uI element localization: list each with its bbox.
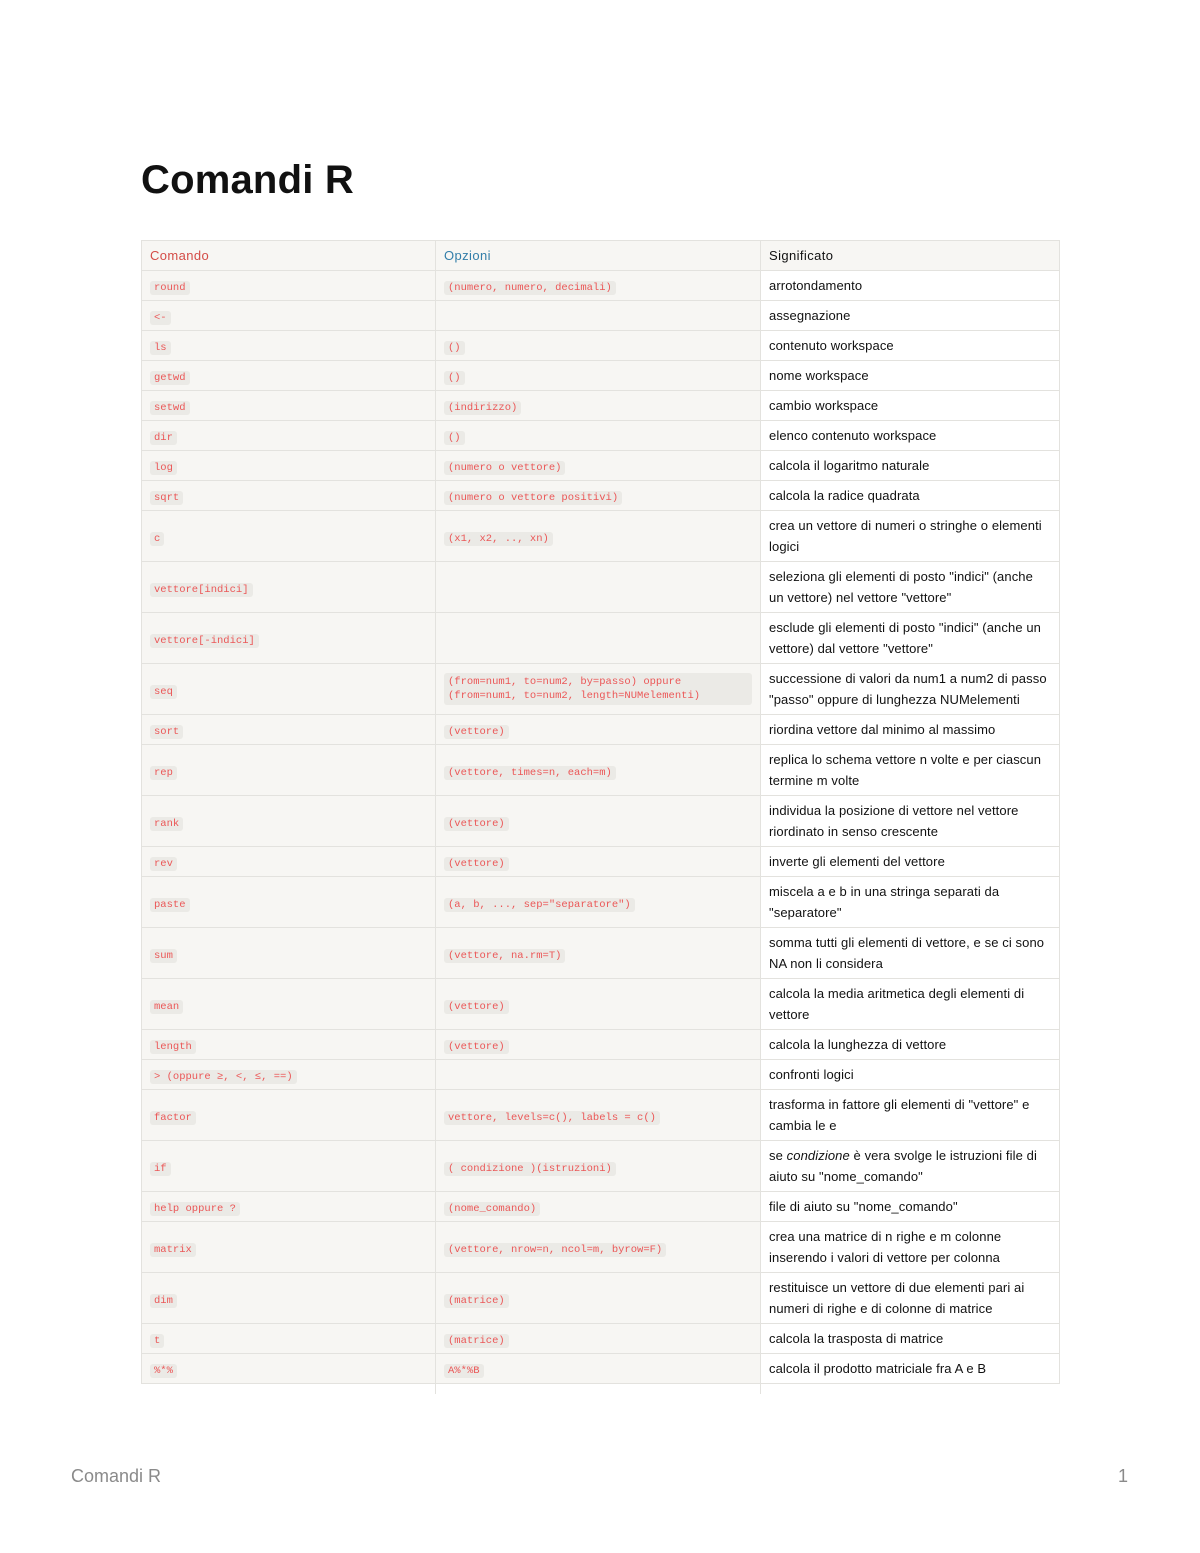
meaning-text: file di aiuto su "nome_comando": [769, 1199, 958, 1214]
options-cell: [436, 331, 761, 361]
command-code: > (oppure ≥, <, ≤, ==): [150, 1070, 297, 1084]
command-cell: [142, 664, 436, 715]
command-code: getwd: [150, 371, 190, 385]
options-cell: [436, 796, 761, 847]
command-cell: [142, 391, 436, 421]
options-cell: [436, 481, 761, 511]
table-row: [142, 451, 1060, 481]
table-row: [142, 1090, 1060, 1141]
meaning-text: nome workspace: [769, 368, 869, 383]
meaning-text: miscela a e b in una stringa separati da "separatore": [769, 884, 1000, 920]
options-code: (x1, x2, .., xn): [444, 532, 553, 546]
meaning-text: confronti logici: [769, 1067, 854, 1082]
table-row: [142, 664, 1060, 715]
table-row: [142, 796, 1060, 847]
options-code: (vettore, na.rm=T): [444, 949, 565, 963]
command-code: help oppure ?: [150, 1202, 240, 1216]
options-code: (): [444, 371, 465, 385]
command-code: rep: [150, 766, 177, 780]
command-code: rev: [150, 857, 177, 871]
options-code: (nome_comando): [444, 1202, 540, 1216]
meaning-cell: [761, 562, 1060, 613]
meaning-cell: [761, 1222, 1060, 1273]
options-cell: [436, 1273, 761, 1324]
table-body: [142, 271, 1060, 1395]
command-code: paste: [150, 898, 190, 912]
meaning-text: trasforma in fattore gli elementi di "vettore" e cambia le e: [769, 1097, 1030, 1133]
command-cell: [142, 877, 436, 928]
options-code: (matrice): [444, 1294, 509, 1308]
options-code: (a, b, ..., sep="separatore"): [444, 898, 635, 912]
command-code: <-: [150, 311, 171, 325]
meaning-cell: [761, 715, 1060, 745]
options-cell: [436, 562, 761, 613]
table-row: [142, 271, 1060, 301]
command-code: sqrt: [150, 491, 183, 505]
command-code: %*%: [150, 1364, 177, 1378]
meaning-cell: [761, 1030, 1060, 1060]
command-code: if: [150, 1162, 171, 1176]
meaning-cell: [761, 745, 1060, 796]
command-code: dir: [150, 431, 177, 445]
meaning-text: esclude gli elementi di posto "indici" (anche un vettore) dal vettore "vettore": [769, 620, 1042, 656]
command-code: sum: [150, 949, 177, 963]
options-code: (vettore): [444, 725, 509, 739]
meaning-text: replica lo schema vettore n volte e per ciascun termine m volte: [769, 752, 1042, 788]
meaning-cell: [761, 361, 1060, 391]
options-code: (numero o vettore positivi): [444, 491, 622, 505]
options-cell: [436, 301, 761, 331]
page-title: Comandi R: [141, 158, 354, 202]
command-code: length: [150, 1040, 196, 1054]
command-code: t: [150, 1334, 164, 1348]
table-row: [142, 613, 1060, 664]
header-opzioni: Opzioni: [436, 241, 761, 271]
table-row: [142, 1060, 1060, 1090]
header-significato: Significato: [761, 241, 1060, 271]
meaning-cell: [761, 511, 1060, 562]
footer-title: Comandi R: [71, 1466, 162, 1486]
table-row: [142, 511, 1060, 562]
meaning-text: contenuto workspace: [769, 338, 894, 353]
options-code: (vettore): [444, 1040, 509, 1054]
options-cell: [436, 613, 761, 664]
table-row: [142, 1222, 1060, 1273]
options-cell: [436, 271, 761, 301]
command-cell: [142, 361, 436, 391]
meaning-text: calcola il prodotto matriciale fra A e B: [769, 1361, 987, 1376]
options-code: (vettore, times=n, each=m): [444, 766, 616, 780]
meaning-text: seleziona gli elementi di posto "indici" (anche un vettore) nel vettore "vettore": [769, 569, 1033, 605]
footer-page-number: 1: [1117, 1466, 1128, 1486]
options-cell: [436, 511, 761, 562]
command-cell: [142, 1324, 436, 1354]
meaning-text: calcola la lunghezza di vettore: [769, 1037, 947, 1052]
meaning-text-prefix: se: [769, 1148, 787, 1163]
meaning-cell: [761, 1273, 1060, 1324]
command-cell: [142, 331, 436, 361]
meaning-cell: [761, 391, 1060, 421]
meaning-text: restituisce un vettore di due elementi pari ai numeri di righe e di colonne di matrice: [769, 1280, 1025, 1316]
table-row: [142, 1030, 1060, 1060]
meaning-cell: [761, 796, 1060, 847]
table-row: [142, 1192, 1060, 1222]
options-cell: [436, 1090, 761, 1141]
command-code: round: [150, 281, 190, 295]
table-row: [142, 331, 1060, 361]
meaning-cell: [761, 877, 1060, 928]
options-code: (numero, numero, decimali): [444, 281, 616, 295]
command-code: log: [150, 461, 177, 475]
command-cell: [142, 1354, 436, 1384]
meaning-cell: [761, 481, 1060, 511]
options-cell: [436, 1354, 761, 1384]
options-cell: [436, 451, 761, 481]
table-row: [142, 421, 1060, 451]
command-cell: [142, 481, 436, 511]
meaning-cell: [761, 451, 1060, 481]
command-cell: [142, 613, 436, 664]
options-code: (numero o vettore): [444, 461, 565, 475]
options-cell: [436, 928, 761, 979]
command-cell: [142, 1273, 436, 1324]
divider-cell: [761, 1384, 1060, 1395]
meaning-text: individua la posizione di vettore nel vettore riordinato in senso crescente: [769, 803, 1019, 839]
table-row: [142, 391, 1060, 421]
options-cell: [436, 1060, 761, 1090]
command-code: seq: [150, 685, 177, 699]
command-code: rank: [150, 817, 183, 831]
table-row: [142, 847, 1060, 877]
command-code: vettore[indici]: [150, 583, 253, 597]
meaning-text: arrotondamento: [769, 278, 863, 293]
options-code: (vettore): [444, 1000, 509, 1014]
command-code: dim: [150, 1294, 177, 1308]
command-cell: [142, 1192, 436, 1222]
meaning-cell: [761, 301, 1060, 331]
command-code: vettore[-indici]: [150, 634, 259, 648]
meaning-cell: [761, 847, 1060, 877]
command-code: setwd: [150, 401, 190, 415]
table-row: [142, 1324, 1060, 1354]
meaning-cell: [761, 979, 1060, 1030]
command-cell: [142, 562, 436, 613]
command-code: mean: [150, 1000, 183, 1014]
table-row: [142, 361, 1060, 391]
meaning-text: calcola il logaritmo naturale: [769, 458, 930, 473]
command-cell: [142, 271, 436, 301]
command-cell: [142, 979, 436, 1030]
meaning-text-suffix: è vera svolge le istruzioni file di aiuto su "nome_comando": [769, 1148, 1037, 1184]
divider-cell: [436, 1384, 761, 1395]
command-cell: [142, 301, 436, 331]
meaning-text: assegnazione: [769, 308, 851, 323]
meaning-text: crea un vettore di numeri o stringhe o elementi logici: [769, 518, 1042, 554]
options-cell: [436, 877, 761, 928]
options-code: (vettore): [444, 817, 509, 831]
meaning-text: successione di valori da num1 a num2 di passo "passo" oppure di lunghezza NUMelementi: [769, 671, 1047, 707]
options-cell: [436, 1141, 761, 1192]
table-row: [142, 1354, 1060, 1384]
meaning-cell: [761, 664, 1060, 715]
command-cell: [142, 451, 436, 481]
command-cell: [142, 1090, 436, 1141]
meaning-cell: [761, 1192, 1060, 1222]
meaning-cell: [761, 421, 1060, 451]
meaning-text: inverte gli elementi del vettore: [769, 854, 945, 869]
options-cell: [436, 391, 761, 421]
command-cell: [142, 745, 436, 796]
options-cell: [436, 745, 761, 796]
options-cell: [436, 1030, 761, 1060]
table-row: [142, 562, 1060, 613]
command-code: sort: [150, 725, 183, 739]
table-end-divider: [142, 1384, 1060, 1395]
command-cell: [142, 715, 436, 745]
table-row: [142, 1273, 1060, 1324]
commands-table-container: [141, 240, 1059, 1394]
options-cell: [436, 421, 761, 451]
commands-table: [141, 240, 1060, 1394]
divider-cell: [142, 1384, 436, 1395]
options-code: (): [444, 341, 465, 355]
meaning-text: calcola la media aritmetica degli elementi di vettore: [769, 986, 1025, 1022]
options-cell: [436, 1324, 761, 1354]
options-cell: [436, 361, 761, 391]
command-cell: [142, 847, 436, 877]
command-code: matrix: [150, 1243, 196, 1257]
options-code: (vettore, nrow=n, ncol=m, byrow=F): [444, 1243, 666, 1257]
options-code: A%*%B: [444, 1364, 484, 1378]
options-code: (): [444, 431, 465, 445]
options-cell: [436, 715, 761, 745]
meaning-cell: [761, 331, 1060, 361]
table-row: [142, 877, 1060, 928]
command-cell: [142, 421, 436, 451]
header-comando: Comando: [142, 241, 436, 271]
meaning-text: riordina vettore dal minimo al massimo: [769, 722, 996, 737]
meaning-cell: [761, 1324, 1060, 1354]
command-cell: [142, 1141, 436, 1192]
meaning-text-emphasis: condizione: [786, 1148, 850, 1163]
meaning-cell: [761, 613, 1060, 664]
meaning-text: crea una matrice di n righe e m colonne inserendo i valori di vettore per colonna: [769, 1229, 1002, 1265]
table-header-row: [142, 241, 1060, 271]
command-code: c: [150, 532, 164, 546]
options-code: (indirizzo): [444, 401, 521, 415]
meaning-text: somma tutti gli elementi di vettore, e se ci sono NA non li considera: [769, 935, 1045, 971]
options-code: (matrice): [444, 1334, 509, 1348]
meaning-cell: [761, 271, 1060, 301]
command-cell: [142, 928, 436, 979]
meaning-text: calcola la trasposta di matrice: [769, 1331, 944, 1346]
options-cell: [436, 847, 761, 877]
meaning-cell: [761, 1141, 1060, 1192]
command-cell: [142, 1030, 436, 1060]
options-code: ( condizione )(istruzioni): [444, 1162, 616, 1176]
table-row: [142, 979, 1060, 1030]
meaning-cell: [761, 1060, 1060, 1090]
command-cell: [142, 1222, 436, 1273]
meaning-text: cambio workspace: [769, 398, 879, 413]
options-cell: [436, 1222, 761, 1273]
table-row: [142, 745, 1060, 796]
options-cell: [436, 979, 761, 1030]
table-row: [142, 928, 1060, 979]
command-cell: [142, 511, 436, 562]
table-row: [142, 481, 1060, 511]
meaning-text: calcola la radice quadrata: [769, 488, 920, 503]
options-code: (vettore): [444, 857, 509, 871]
meaning-cell: [761, 1354, 1060, 1384]
command-cell: [142, 1060, 436, 1090]
command-code: ls: [150, 341, 171, 355]
table-row: [142, 301, 1060, 331]
command-code: factor: [150, 1111, 196, 1125]
command-cell: [142, 796, 436, 847]
options-cell: [436, 664, 761, 715]
table-row: [142, 1141, 1060, 1192]
meaning-cell: [761, 1090, 1060, 1141]
options-code: (from=num1, to=num2, by=passo) oppure (from=num1, to=num2, length=NUMelementi): [444, 673, 752, 705]
meaning-cell: [761, 928, 1060, 979]
options-cell: [436, 1192, 761, 1222]
meaning-text: elenco contenuto workspace: [769, 428, 937, 443]
options-code: vettore, levels=c(), labels = c(): [444, 1111, 660, 1125]
table-row: [142, 715, 1060, 745]
